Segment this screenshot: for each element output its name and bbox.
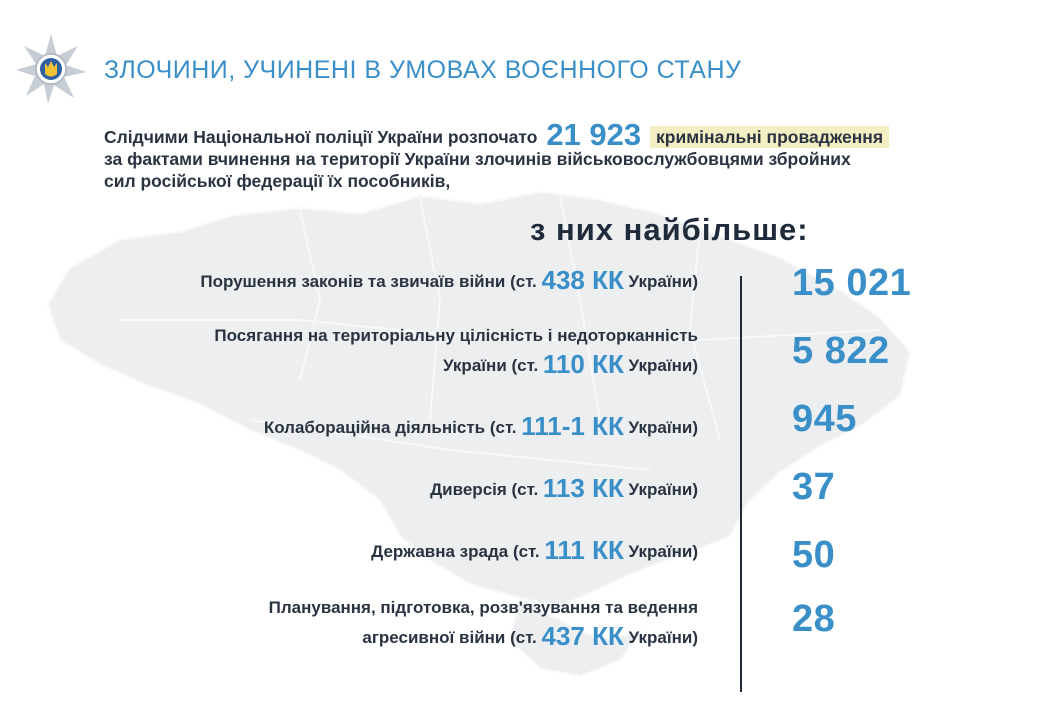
row-value-110: 5 822	[792, 330, 890, 372]
row-label-110	[214, 322, 698, 380]
row-label-line: Порушення законів та звичаїв війни (ст. 438 КК України)	[200, 265, 698, 295]
article-code: 110 КК	[542, 349, 624, 379]
subheading: з них найбільше:	[530, 212, 809, 247]
intro-lead: Слідчими Національної поліції України розпочато	[104, 127, 538, 147]
row-label-line: Диверсія (ст. 113 КК України)	[430, 473, 698, 503]
article-code: 111 КК	[544, 535, 624, 565]
article-code: 111-1 КК	[521, 411, 624, 441]
article-code: 438 КК	[541, 265, 624, 295]
row-value-111-1: 945	[792, 398, 857, 440]
intro-line-2: за фактами вчинення на території України злочинів військовослужбовцями збройних	[104, 149, 851, 169]
row-label-line: Колабораційна діяльність (ст. 111-1 КК України)	[263, 411, 698, 441]
page-title: ЗЛОЧИНИ, УЧИНЕНІ В УМОВАХ ВОЄННОГО СТАНУ	[104, 56, 742, 84]
intro-highlight: кримінальні провадження	[650, 126, 889, 148]
intro-line-1	[104, 117, 1004, 152]
row-value-111: 50	[792, 534, 836, 576]
row-value-437: 28	[792, 598, 836, 640]
article-code: 113 КК	[542, 473, 624, 503]
row-label-line: Державна зрада (ст. 111 КК України)	[371, 535, 698, 565]
row-label-line: України (ст. 110 КК України)	[443, 349, 698, 379]
row-label-111-1	[264, 412, 698, 442]
police-star-icon	[14, 32, 88, 106]
row-label-line: агресивної війни (ст. 437 КК України)	[362, 621, 698, 651]
row-label-113	[430, 474, 698, 504]
row-label-line: Посягання на територіальну цілісність і недоторканність	[214, 326, 698, 345]
intro-paragraph	[104, 117, 1004, 192]
row-label-line: Планування, підготовка, розв'язування та ведення	[268, 598, 698, 617]
row-value-113: 37	[792, 466, 836, 508]
row-label-438	[200, 266, 698, 296]
article-code: 437 КК	[541, 621, 624, 651]
row-label-437	[269, 594, 698, 652]
row-value-438: 15 021	[792, 262, 912, 304]
row-label-111	[371, 536, 698, 566]
total-cases-number: 21 923	[546, 117, 642, 152]
intro-line-3: сил російської федерації їх пособників,	[104, 171, 451, 191]
vertical-divider	[740, 276, 742, 692]
